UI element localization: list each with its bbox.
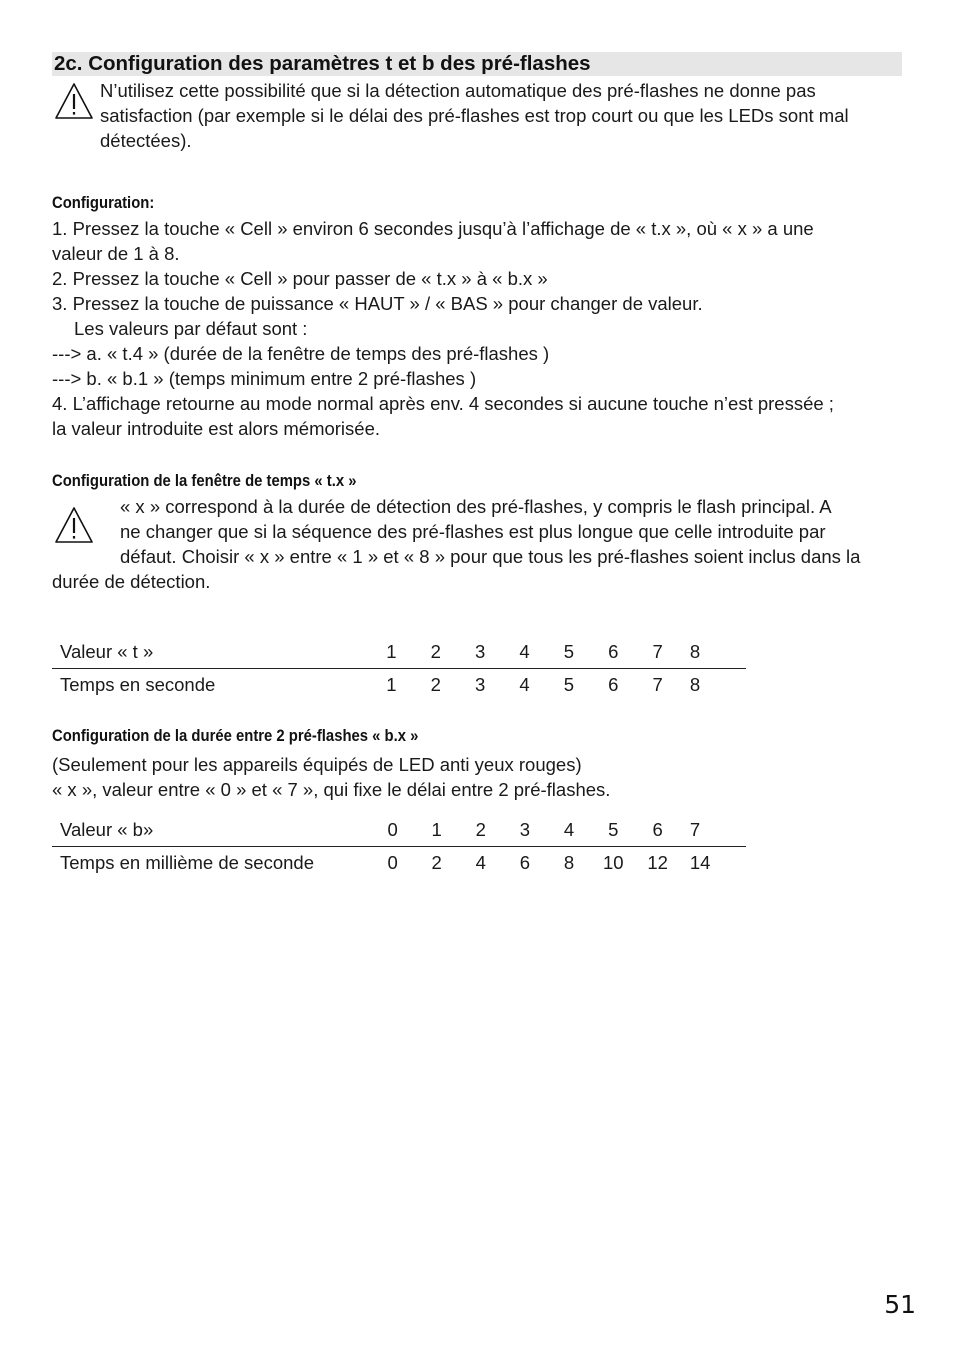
warning-line: satisfaction (par exemple si le délai des pré-flashes est trop court ou que les LEDs sont mal [100,105,849,126]
table-cell: 1 [415,814,459,847]
duration-config-text [52,752,902,802]
warning-line: ne changer que si la séquence des pré-flashes est plus longue que celle introduite par [120,521,826,542]
table-cell: 3 [458,636,502,669]
table-cell: 1 [386,674,397,695]
document-page [52,52,902,879]
table-cell: 5 [563,674,575,695]
warning-line: défaut. Choisir « x » entre « 1 » et « 8 » pour que tous les pré-flashes soient inclus dans la [120,546,861,567]
table-row [52,669,746,702]
table-cell: 4 [547,814,591,847]
table-row [52,847,746,880]
table-cell: 5 [591,814,635,847]
step-line: Les valeurs par défaut sont : [74,318,308,339]
table-cell: 4 [475,852,486,873]
table-cell: 7 [635,636,679,669]
table-cell: 6 [635,814,679,847]
table-cell: 0 [387,852,398,873]
page-number: 51 [884,1290,916,1319]
configuration-steps [52,216,902,441]
t-values-table [52,636,746,701]
window-config-heading: Configuration de la fenêtre de temps « t.x » [52,472,357,490]
table-cell: 8 [689,674,701,695]
step-line: ---> b. « b.1 » (temps minimum entre 2 pré-flashes ) [52,368,477,389]
step-line: 4. L’affichage retourne au mode normal après env. 4 secondes si aucune touche n’est pressée ; [52,393,834,414]
warning-line: N’utilisez cette possibilité que si la détection automatique des pré-flashes ne donne pas [100,80,816,101]
warning-triangle-icon [54,506,94,544]
table-cell: 10 [602,852,624,873]
table-cell: 14 [689,852,711,873]
table-cell: 1 [369,636,413,669]
b-values-table [52,814,746,879]
warning-triangle-icon [54,82,94,120]
table-cell: 3 [503,814,547,847]
text-line: (Seulement pour les appareils équipés de LED anti yeux rouges) [52,754,582,775]
table-cell: 2 [414,636,458,669]
step-line: valeur de 1 à 8. [52,243,180,264]
row-label: Temps en millième de seconde [60,852,314,873]
table-cell: 7 [652,674,663,695]
table-cell: 6 [519,852,531,873]
table-cell: 3 [474,674,486,695]
table-cell: 6 [591,636,635,669]
warning-line: détectées). [100,130,192,151]
text-line: « x », valeur entre « 0 » et « 7 », qui fixe le délai entre 2 pré-flashes. [52,779,611,800]
table-cell: 4 [519,674,530,695]
step-line: la valeur introduite est alors mémorisée. [52,418,381,439]
warning-note-2 [52,494,902,594]
table-cell: 8 [563,852,575,873]
row-label: Valeur « t » [52,636,369,669]
table-cell: 0 [371,814,415,847]
step-line: ---> a. « t.4 » (durée de la fenêtre de temps des pré-flashes ) [52,343,550,364]
table-cell: 2 [459,814,503,847]
duration-config-heading: Configuration de la durée entre 2 pré-flashes « b.x » [52,727,419,745]
row-label: Temps en seconde [60,674,216,695]
warning-text-1 [52,78,902,153]
table-row [52,636,746,669]
warning-line: « x » correspond à la durée de détection des pré-flashes, y compris le flash principal. A [120,496,832,517]
row-label: Valeur « b» [52,814,371,847]
table-cell: 8 [680,636,746,669]
table-cell: 2 [431,852,442,873]
table-cell: 4 [502,636,546,669]
step-line: 2. Pressez la touche « Cell » pour passer de « t.x » à « b.x » [52,268,548,289]
table-cell: 6 [608,674,619,695]
step-line: 1. Pressez la touche « Cell » environ 6 secondes jusqu’à l’affichage de « t.x », où « x » a une [52,218,814,239]
table-cell: 7 [680,814,746,847]
table-row [52,814,746,847]
warning-line: durée de détection. [52,571,211,592]
warning-note-1 [52,78,902,153]
table-cell: 5 [547,636,591,669]
section-title: 2c. Configuration des paramètres t et b des pré-flashes [52,52,902,76]
table-cell: 2 [430,674,441,695]
configuration-heading: Configuration: [52,194,155,212]
step-line: 3. Pressez la touche de puissance « HAUT » / « BAS » pour changer de valeur. [52,293,703,314]
table-cell: 12 [647,852,668,873]
